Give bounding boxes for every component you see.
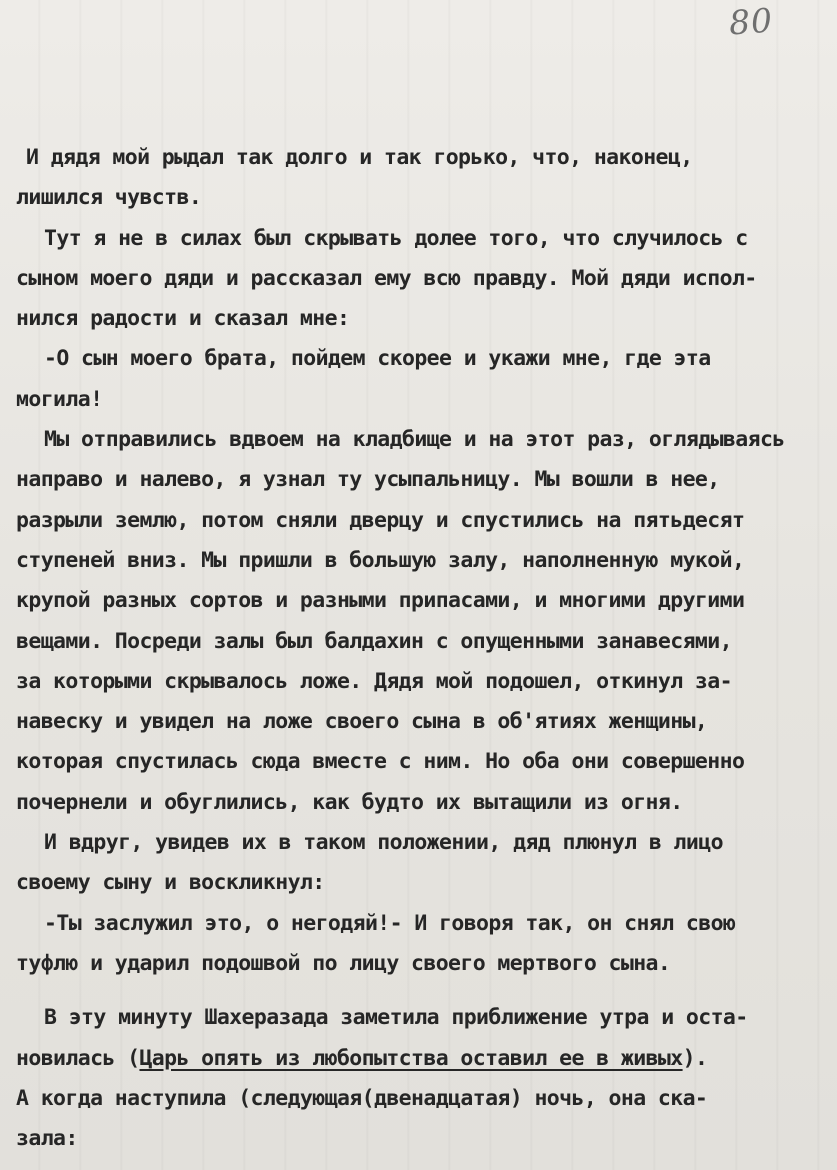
text-line: [16, 1039, 816, 1079]
text-line: лишился чувств.: [16, 185, 202, 211]
page-text-body: [16, 138, 816, 1159]
text-line: могила!: [16, 386, 103, 412]
underlined-text: Царь опять из любопытства оставил ее в живых: [139, 1045, 683, 1071]
text-segment: новилась (: [16, 1045, 140, 1071]
text-line: зала:: [16, 1126, 78, 1152]
text-line: -Ты заслужил это, о негодяй!- И говоря так, он снял свою: [44, 910, 736, 936]
text-line: которая спустилась сюда вместе с ним. Но оба они совершенно: [16, 749, 745, 775]
text-line: за которыми скрывалось ложе. Дядя мой подошел, откинул за-: [16, 668, 732, 694]
text-line: Мы отправились вдвоем на кладбище и на этот раз, оглядываясь: [44, 427, 785, 453]
text-line: Тут я не в силах был скрывать долее того, что случилось с: [44, 225, 748, 251]
text-line: -О сын моего брата, пойдем скорее и укажи мне, где эта: [44, 346, 711, 372]
text-line: своему сыну и воскликнул:: [16, 870, 325, 896]
handwritten-page-number: 80: [727, 0, 775, 43]
text-line: А когда наступила (следующая(двенадцатая) ночь, она ска-: [16, 1085, 708, 1111]
text-line: И дядя мой рыдал так долго и так горько, что, наконец,: [26, 145, 693, 170]
text-line: почернели и обуглились, как будто их вытащили из огня.: [16, 789, 683, 815]
text-line: разрыли землю, потом сняли дверцу и спустились на пятьдесят: [16, 507, 745, 533]
text-line: направо и налево, я узнал ту усыпальницу. Мы вошли в нее,: [16, 467, 720, 493]
text-line: туфлю и ударил подошвой по лицу своего мертвого сына.: [16, 950, 671, 976]
text-line: И вдруг, увидев их в таком положении, дяд плюнул в лицо: [44, 830, 723, 856]
text-line: В эту минуту Шахеразада заметила приближение утра и оста-: [44, 1005, 748, 1031]
text-line: сыном моего дяди и рассказал ему всю правду. Мой дяди испол-: [16, 265, 757, 291]
text-line: ступеней вниз. Мы пришли в большую залу, наполненную мукой,: [16, 547, 745, 573]
text-segment: ).: [682, 1045, 708, 1071]
text-line: вещами. Посреди залы был балдахин с опущенными занавесями,: [16, 628, 732, 654]
text-line: крупой разных сортов и разными припасами, и многими другими: [16, 588, 745, 614]
text-line: навеску и увидел на ложе своего сына в об'ятиях женщины,: [16, 709, 708, 735]
text-line: нился радости и сказал мне:: [16, 306, 350, 332]
